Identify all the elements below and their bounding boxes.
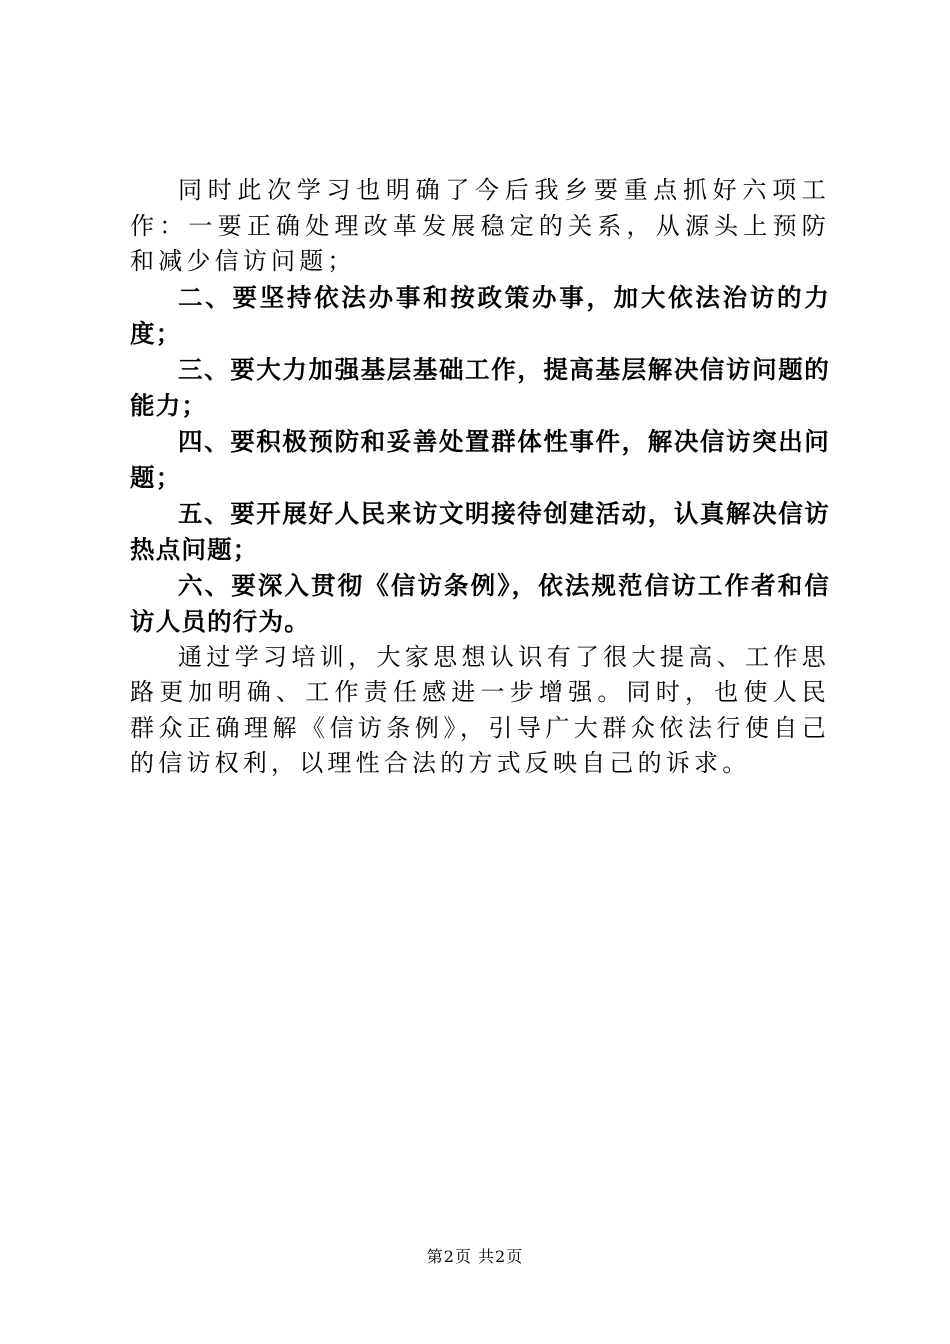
paragraph-item-2: 二、要坚持依法办事和按政策办事，加大依法治访的力度； bbox=[130, 282, 830, 348]
paragraph-item-5: 五、要开展好人民来访文明接待创建活动，认真解决信访热点问题； bbox=[130, 498, 830, 564]
document-body bbox=[130, 173, 830, 782]
paragraph-intro: 同时此次学习也明确了今后我乡要重点抓好六项工作：一要正确处理改革发展稳定的关系，从源头上预防和减少信访问题； bbox=[130, 176, 830, 275]
paragraph-conclusion: 通过学习培训，大家思想认识有了很大提高、工作思路更加明确、工作责任感进一步增强。同时，也使人民群众正确理解《信访条例》，引导广大群众依法行使自己的信访权利，以理性合法的方式反映自己的诉求。 bbox=[130, 642, 830, 777]
paragraph-item-4: 四、要积极预防和妥善处置群体性事件，解决信访突出问题； bbox=[130, 426, 830, 492]
page-number-footer: 第2页 共2页 bbox=[426, 1247, 524, 1266]
paragraph-item-3: 三、要大力加强基层基础工作，提高基层解决信访问题的能力； bbox=[130, 354, 830, 420]
paragraph-item-6: 六、要深入贯彻《信访条例》，依法规范信访工作者和信访人员的行为。 bbox=[130, 570, 830, 636]
